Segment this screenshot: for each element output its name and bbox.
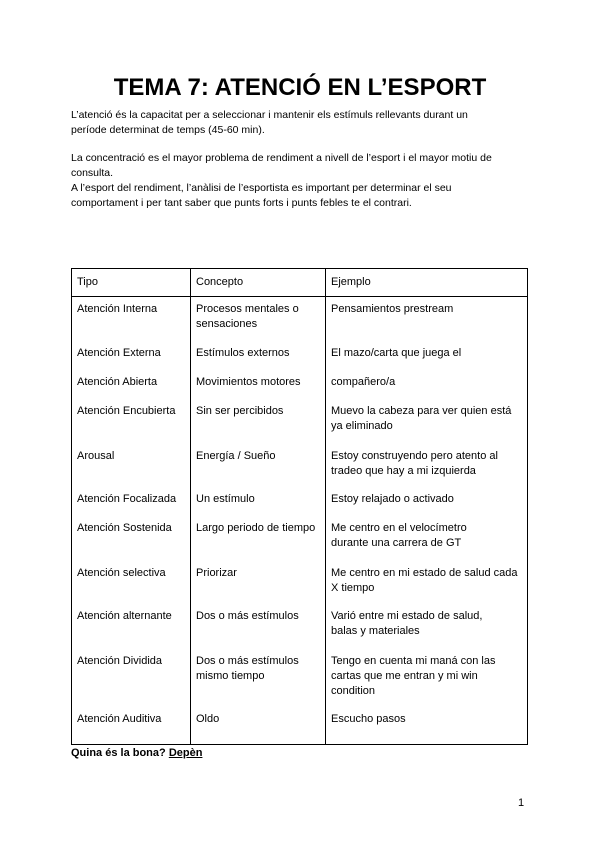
table-row <box>72 370 528 399</box>
closing-answer: Depèn <box>168 747 203 759</box>
cell-tipo: Atención Externa <box>72 341 191 370</box>
cell-tipo: Atención Encubierta <box>72 399 191 444</box>
cell-ejemplo: Estoy construyendo pero atento al tradeo que hay a mi izquierda <box>326 444 528 487</box>
intro-paragraph-concentration: La concentració es el mayor problema de rendiment a nivell de l’esport i el mayor motiu de consulta. <box>71 152 492 179</box>
cell-ejemplo: Muevo la cabeza para ver quien está ya eliminado <box>326 399 528 444</box>
cell-concepto: Largo periodo de tiempo <box>191 516 326 561</box>
cell-concepto: Dos o más estímulos mismo tiempo <box>191 649 326 707</box>
table-row <box>72 516 528 561</box>
cell-concepto: Oldo <box>191 707 326 745</box>
table-row <box>72 444 528 487</box>
header-ejemplo: Ejemplo <box>326 269 528 297</box>
table-row <box>72 561 528 604</box>
cell-tipo: Atención Dividida <box>72 649 191 707</box>
intro-paragraph-performance: A l’esport del rendiment, l’anàlisi de l’esportista es important per determinar el seu comportament i per tant saber que punts forts i punts febles te el contrari. <box>71 182 452 209</box>
cell-concepto: Procesos mentales o sensaciones <box>191 297 326 341</box>
cell-ejemplo: Varió entre mi estado de salud, balas y materiales <box>326 604 528 649</box>
table-row <box>72 399 528 444</box>
table-row <box>72 341 528 370</box>
table-row <box>72 297 528 341</box>
table-row <box>72 487 528 516</box>
cell-ejemplo: Me centro en mi estado de salud cada X tiempo <box>326 561 528 604</box>
intro-paragraph-definition: L’atenció és la capacitat per a seleccionar i mantenir els estímuls rellevants durant un període determinat de temps (45-60 min). <box>71 109 468 136</box>
cell-tipo: Atención selectiva <box>72 561 191 604</box>
cell-ejemplo: Escucho pasos <box>326 707 528 745</box>
cell-concepto: Sin ser percibidos <box>191 399 326 444</box>
cell-ejemplo: Estoy relajado o activado <box>326 487 528 516</box>
header-concepto: Concepto <box>191 269 326 297</box>
cell-ejemplo: El mazo/carta que juega el <box>326 341 528 370</box>
cell-tipo: Atención Focalizada <box>72 487 191 516</box>
cell-ejemplo: Pensamientos prestream <box>326 297 528 341</box>
cell-concepto: Priorizar <box>191 561 326 604</box>
page-title: TEMA 7: ATENCIÓ EN L’ESPORT <box>113 74 487 101</box>
cell-ejemplo: Tengo en cuenta mi maná con las cartas que me entran y mi win condition <box>326 649 528 707</box>
cell-ejemplo: compañero/a <box>326 370 528 399</box>
cell-ejemplo: Me centro en el velocímetro durante una carrera de GT <box>326 516 528 561</box>
table-row <box>72 707 528 745</box>
table-row <box>72 649 528 707</box>
cell-tipo: Atención alternante <box>72 604 191 649</box>
cell-tipo: Atención Abierta <box>72 370 191 399</box>
table-row <box>72 604 528 649</box>
cell-tipo: Atención Auditiva <box>72 707 191 745</box>
closing-question <box>71 746 202 761</box>
cell-tipo: Atención Interna <box>72 297 191 341</box>
closing-question-text: Quina és la bona? <box>71 747 166 759</box>
cell-concepto: Estímulos externos <box>191 341 326 370</box>
cell-concepto: Dos o más estímulos <box>191 604 326 649</box>
cell-concepto: Movimientos motores <box>191 370 326 399</box>
page-number: 1 <box>518 797 525 809</box>
cell-concepto: Un estímulo <box>191 487 326 516</box>
attention-types-table <box>71 268 528 745</box>
cell-tipo: Atención Sostenida <box>72 516 191 561</box>
table-header-row <box>72 269 528 297</box>
header-tipo: Tipo <box>72 269 191 297</box>
cell-concepto: Energía / Sueño <box>191 444 326 487</box>
cell-tipo: Arousal <box>72 444 191 487</box>
